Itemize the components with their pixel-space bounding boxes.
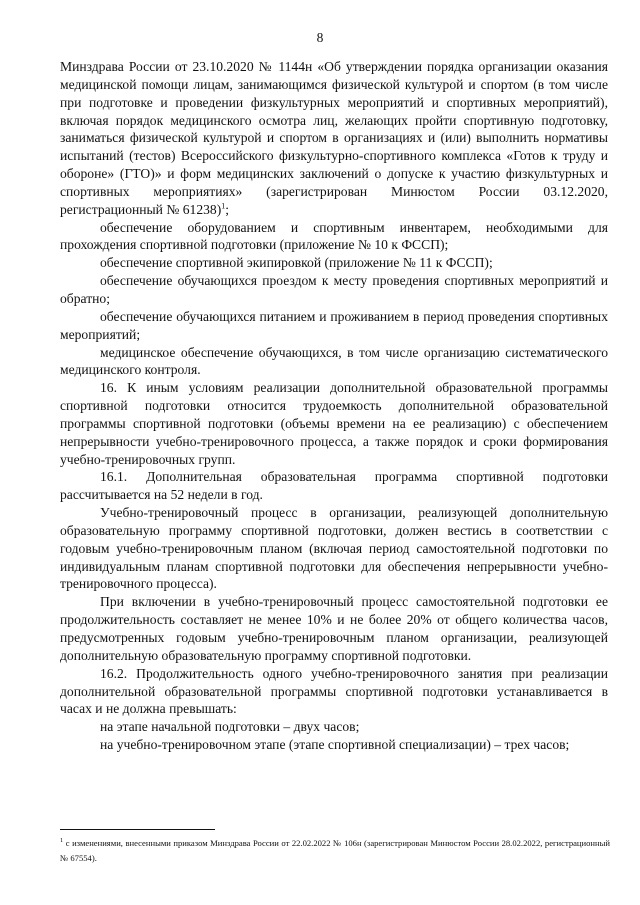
paragraph: медицинское обеспечение обучающихся, в том числе организацию систематического медицинского контроля. bbox=[60, 344, 608, 378]
footnote-reference: 1 bbox=[221, 201, 226, 211]
paragraph: обеспечение обучающихся питанием и проживанием в период проведения спортивных мероприятий; bbox=[60, 308, 608, 342]
paragraph: 16.2. Продолжительность одного учебно-тренировочного занятия при реализации дополнительной образовательной программы спортивной подготовки устанавливается в часах и не должна превышать: bbox=[60, 665, 608, 717]
footnote-divider bbox=[60, 829, 215, 830]
paragraph: обеспечение обучающихся проездом к месту проведения спортивных мероприятий и обратно; bbox=[60, 273, 608, 306]
paragraph-text: Минздрава России от 23.10.2020 № 1144н «Об утверждении порядка организации оказания медицинской помощи лицам, занимающимся физической культурой и спортом (в том числе при подготовке и проведении физкультурных мероприятий и спортивных мероприятий), включая порядок медицинского осмотра лиц, желающих пройти спортивную подготовку, заниматься физической культурой и спортом в организациях и (или) выполнить нормативы испытаний (тестов) Всероссийского физкультурно-спортивного комплекса «Готов к труду и обороне» (ГТО)» и форм медицинских заключений о допуске к участию физкультурных и спортивных мероприятиях» (зарегистрирован Минюстом России 03.12.2020, регистрационный № 61238) bbox=[60, 59, 608, 217]
paragraph: обеспечение оборудованием и спортивным инвентарем, необходимыми для прохождения спортивной подготовки (приложение № 10 к ФССП); bbox=[60, 219, 608, 253]
paragraph: 16.1. Дополнительная образовательная программа спортивной подготовки рассчитывается на 52 недели в год. bbox=[60, 469, 608, 503]
paragraph: на учебно-тренировочном этапе (этапе спортивной специализации) – трех часов; bbox=[100, 737, 570, 753]
page-number: 8 bbox=[316, 30, 324, 45]
paragraph: Учебно-тренировочный процесс в организации, реализующей дополнительную образовательную программу спортивной подготовки, должен вестись в соответствии с годовым учебно-тренировочным планом (включая период самостоятельной подготовки по индивидуальным планам спортивной подготовки для обеспечения непрерывности учебно-тренировочного процесса). bbox=[60, 505, 608, 592]
footnote bbox=[60, 836, 610, 865]
paragraph: на этапе начальной подготовки – двух часов; bbox=[100, 719, 360, 735]
footnote-marker: 1 bbox=[60, 837, 64, 845]
document-body bbox=[60, 58, 608, 754]
paragraph: 16. К иным условиям реализации дополнительной образовательной программы спортивной подготовки относится трудоемкость дополнительной образовательной программы спортивной подготовки (объемы времени на ее реализацию) с обеспечением непрерывности учебно-тренировочного процесса, а также порядок и сроки формирования учебно-тренировочных групп. bbox=[60, 380, 608, 467]
paragraph: обеспечение спортивной экипировкой (приложение № 11 к ФССП); bbox=[100, 255, 493, 271]
paragraph bbox=[60, 58, 608, 219]
footnote-text: с изменениями, внесенными приказом Минздрава России от 22.02.2022 № 106н (зарегистрирован Минюстом России 28.02.2022, регистрационный № 67554). bbox=[60, 838, 610, 863]
paragraph-text-tail: ; bbox=[225, 201, 230, 217]
paragraph: При включении в учебно-тренировочный процесс самостоятельной подготовки ее продолжительность составляет не менее 10% и не более 20% от общего количества часов, предусмотренных годовым учебно-тренировочным планом организации, реализующей дополнительную образовательную программу спортивной подготовки. bbox=[60, 594, 608, 663]
